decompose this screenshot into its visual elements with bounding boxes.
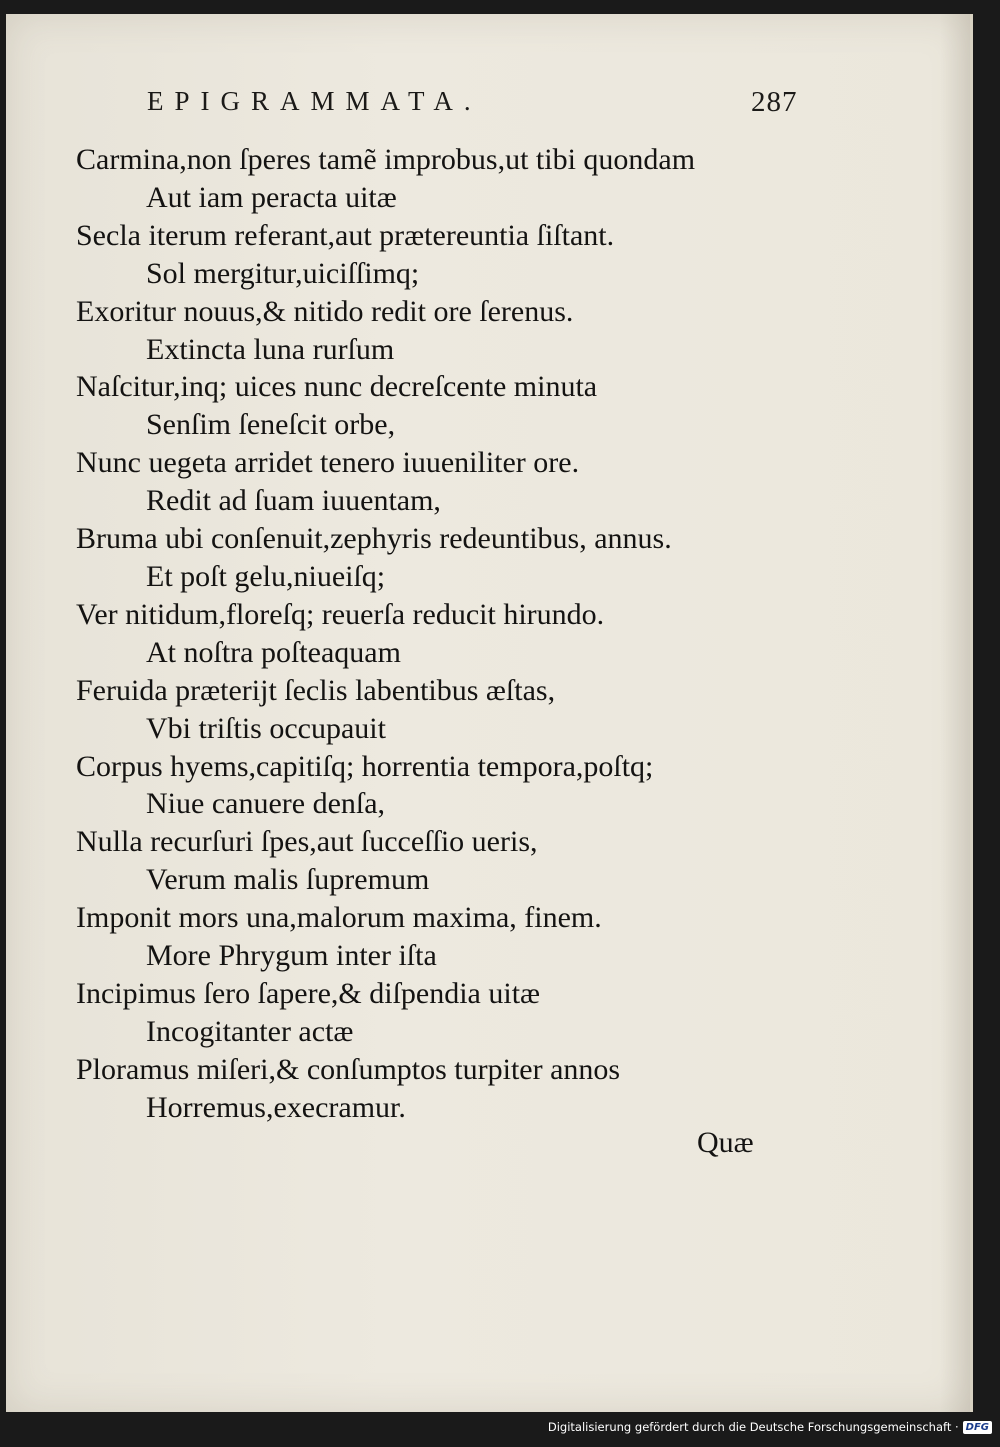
verse-text: [76, 141, 796, 1127]
verse-line: Ploramus miſeri,& conſumptos turpiter annos: [76, 1052, 621, 1086]
verse-line: Incipimus ſero ſapere,& diſpendia uitæ: [76, 976, 541, 1010]
verse-line: Bruma ubi conſenuit,zephyris redeuntibus, annus.: [76, 522, 672, 556]
page-number: 287: [751, 86, 798, 118]
verse-line: At noſtra poſteaquam: [146, 635, 401, 669]
verse-line: Incogitanter actæ: [146, 1014, 354, 1048]
verse-line: Redit ad ſuam iuuentam,: [146, 484, 441, 518]
verse-line: Aut iam peracta uitæ: [146, 180, 397, 214]
dfg-logo: DFG: [963, 1421, 992, 1434]
verse-line: Nulla recurſuri ſpes,aut ſucceſſio ueris,: [76, 825, 538, 859]
verse-line: Ver nitidum,floreſq; reuerſa reducit hirundo.: [76, 597, 605, 631]
verse-line: More Phrygum inter iſta: [146, 939, 437, 973]
verse-line: Exoritur nouus,& nitido redit ore ſerenus.: [76, 294, 574, 328]
verse-line: Extincta luna rurſum: [146, 332, 395, 366]
verse-line: Feruida præterijt ſeclis labentibus æſtas,: [76, 673, 556, 707]
verse-line: Senſim ſeneſcit orbe,: [146, 408, 396, 442]
verse-line: Imponit mors una,malorum maxima, finem.: [76, 901, 602, 935]
verse-line: Horremus,execramur.: [146, 1090, 406, 1124]
running-head: EPIGRAMMATA.: [147, 86, 482, 116]
verse-line: Vbi triſtis occupauit: [146, 711, 386, 745]
verse-line: Corpus hyems,capitiſq; horrentia tempora,poſtq;: [76, 749, 654, 783]
verse-line: Naſcitur,inq; uices nunc decreſcente minuta: [76, 370, 598, 404]
verse-line: Niue canuere denſa,: [146, 787, 386, 821]
verse-line: Verum malis ſupremum: [146, 863, 430, 897]
verse-line: Nunc uegeta arridet tenero iuueniliter ore.: [76, 446, 580, 480]
verse-line: Secla iterum referant,aut prætereuntia ſiſtant.: [76, 218, 615, 252]
footer-credit: Digitalisierung gefördert durch die Deutsche Forschungsgemeinschaft ·: [547, 1420, 959, 1434]
catchword: Quæ: [697, 1126, 754, 1159]
page-edge-shadow: [940, 14, 970, 1412]
verse-line: Et poſt gelu,niueiſq;: [146, 559, 386, 593]
verse-line: Carmina,non ſperes tamẽ improbus,ut tibi quondam: [76, 143, 696, 176]
digitization-footer: [548, 1417, 992, 1437]
verse-line: Sol mergitur,uiciſſimq;: [146, 256, 420, 290]
